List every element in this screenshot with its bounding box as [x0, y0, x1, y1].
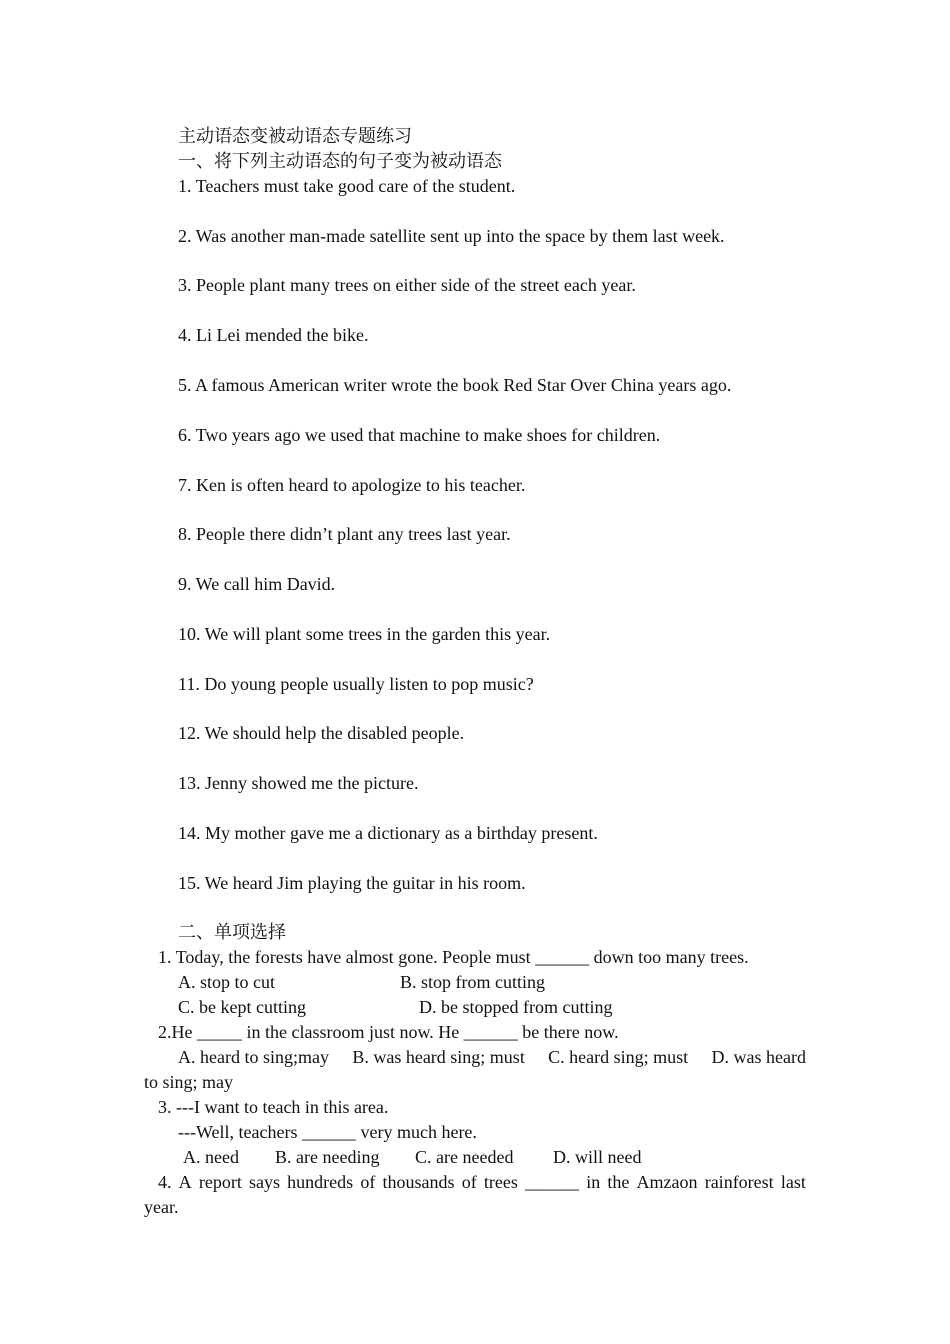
word: rainforest [704, 1172, 774, 1192]
word: the [607, 1172, 630, 1192]
option-c: C. are needed [415, 1147, 514, 1167]
exercise-item: 5. A famous American writer wrote the book Red Star Over China years ago. [178, 375, 732, 395]
exercise-item: 4. Li Lei mended the bike. [178, 325, 369, 345]
word: A [178, 1172, 192, 1192]
exercise-item: 12. We should help the disabled people. [178, 723, 465, 743]
option-d: D. will need [553, 1147, 642, 1167]
word: 4. [158, 1172, 172, 1192]
exercise-item: 6. Two years ago we used that machine to make shoes for children. [178, 425, 661, 445]
word: Amzaon [636, 1172, 698, 1192]
section1-heading: 一、将下列主动语态的句子变为被动语态 [178, 151, 502, 171]
option-b: B. are needing [275, 1147, 380, 1167]
exercise-item: 8. People there didn’t plant any trees last year. [178, 524, 511, 544]
option-a: A. need [183, 1147, 239, 1167]
word: last [780, 1172, 806, 1192]
answer-blank: ______ [525, 1172, 580, 1192]
exercise-item: 3. People plant many trees on either side of the street each year. [178, 275, 636, 295]
exercise-item: 7. Ken is often heard to apologize to his teacher. [178, 475, 526, 495]
exercise-item: 15. We heard Jim playing the guitar in his room. [178, 873, 526, 893]
word: in [586, 1172, 601, 1192]
exercise-item: 13. Jenny showed me the picture. [178, 773, 419, 793]
document-title: 主动语态变被动语态专题练习 [178, 126, 412, 146]
word: of [461, 1172, 477, 1192]
question-stem: 2.He _____ in the classroom just now. He ______ be there now. [158, 1022, 619, 1042]
option-a: A. stop to cut [178, 972, 275, 992]
question-stem: 3. ---I want to teach in this area. [158, 1097, 389, 1117]
word: report [198, 1172, 242, 1192]
exercise-item: 11. Do young people usually listen to pop music? [178, 674, 534, 694]
option-d: D. was heard [711, 1047, 806, 1067]
options-continuation: to sing; may [144, 1072, 233, 1092]
section2-heading: 二、单项选择 [178, 922, 286, 942]
exercise-item: 2. Was another man-made satellite sent up into the space by them last week. [178, 226, 725, 246]
word: of [360, 1172, 376, 1192]
word: says [249, 1172, 280, 1192]
word: thousands [382, 1172, 455, 1192]
option-c: C. heard sing; must [548, 1047, 689, 1067]
exercise-item: 1. Teachers must take good care of the student. [178, 176, 516, 196]
option-c: C. be kept cutting [178, 997, 306, 1017]
question-stem [158, 1170, 806, 1195]
exercise-item: 14. My mother gave me a dictionary as a birthday present. [178, 823, 598, 843]
exercise-item: 10. We will plant some trees in the garden this year. [178, 624, 551, 644]
option-d: D. be stopped from cutting [419, 997, 613, 1017]
option-b: B. was heard sing; must [352, 1047, 525, 1067]
exercise-item: 9. We call him David. [178, 574, 336, 594]
option-a: A. heard to sing;may [178, 1047, 329, 1067]
question-stem: 1. Today, the forests have almost gone. People must ______ down too many trees. [158, 947, 749, 967]
question-stem-continuation: ---Well, teachers ______ very much here. [178, 1122, 477, 1142]
word: hundreds [287, 1172, 354, 1192]
question-stem-continuation: year. [144, 1197, 179, 1217]
word: trees [483, 1172, 518, 1192]
option-b: B. stop from cutting [400, 972, 545, 992]
options-line [178, 1045, 806, 1070]
